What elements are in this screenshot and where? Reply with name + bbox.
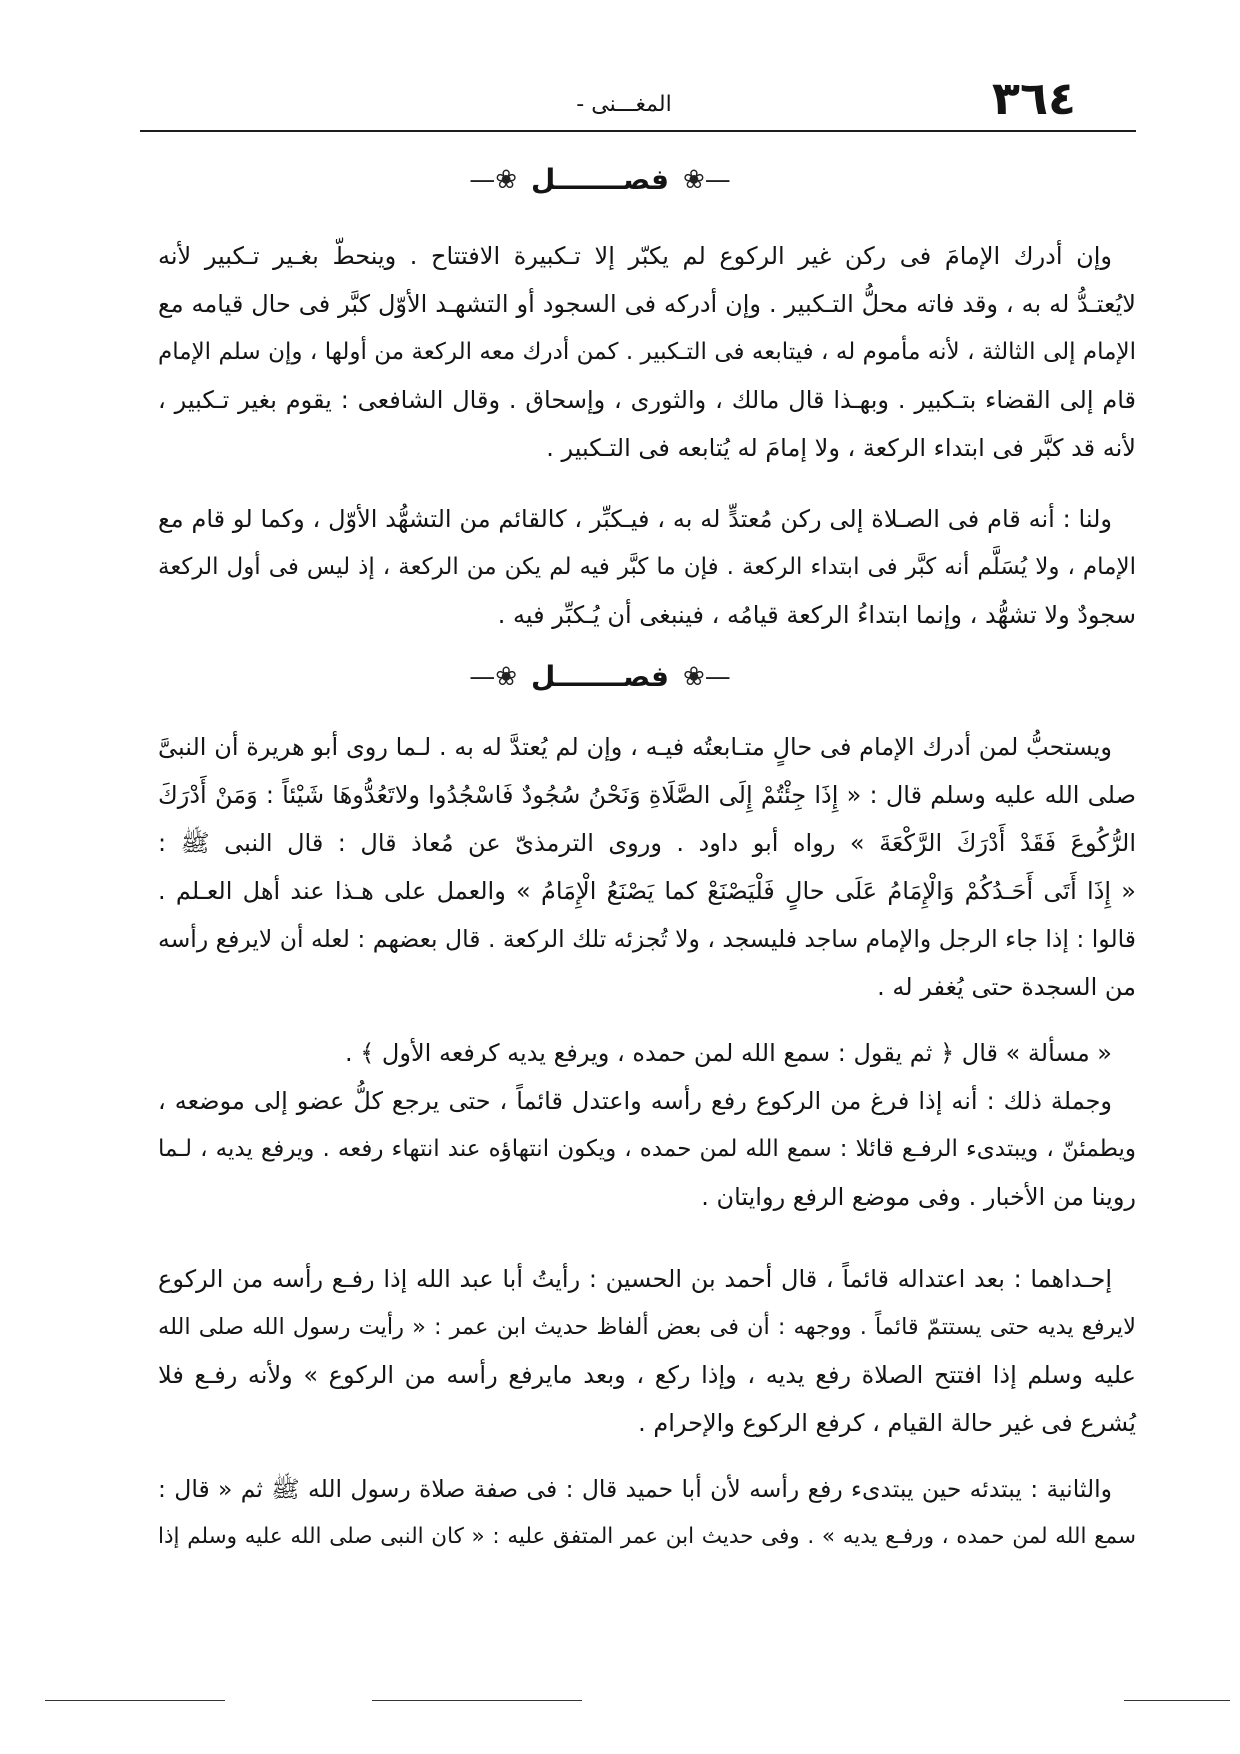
text-line: ويطمئنّ ، ويبتدىء الرفـع قائلا : سمع الله لمن حمده ، ويكون انتهاؤه عند انتهاء رفعه . ويرفع يديه ، لـما <box>158 1136 1136 1162</box>
text-line: والثانية : يبتدئه حين يبتدىء رفع رأسه لأن أبا حميد قال : فى صفة صلاة رسول الله ﷺ ثم « قال : <box>158 1475 1112 1503</box>
text-line: « إِذَا أَتَى أَحَـدُكُمْ وَالْإِمَامُ عَلَى حالٍ فَلْيَصْنَعْ كما يَصْنَعُ الْإِمَامُ » والعمل على هـذا عند أهل العـلم . <box>158 877 1136 905</box>
text-line: سمع الله لمن حمده ، ورفـع يديه » . وفى حديث ابن عمر المتفق عليه : « كان النبى صلى الله عليه وسلم إذا <box>158 1524 1136 1549</box>
text-line: لأنه قد كبَّر فى ابتداء الركعة ، ولا إمامَ له يُتابعه فى التـكبير . <box>546 434 1136 462</box>
page-number: ٣٦٤ <box>991 71 1077 125</box>
paragraph <box>158 1029 1136 1077</box>
text-line: قام إلى القضاء بتـكبير . وبهـذا قال مالك ، والثورى ، وإسحاق . وقال الشافعى : يقوم بغير تـكبير ، <box>158 386 1136 414</box>
section-heading <box>420 653 780 701</box>
footer-rule <box>1124 1700 1230 1701</box>
text-line: لايرفع يديه حتى يستتمّ قائماً . ووجهه : أن فى بعض ألفاظ حديث ابن عمر : « رأيت رسول الله صلى الله <box>158 1314 1136 1340</box>
text-line: يُشرع فى غير حالة القيام ، كرفع الركوع والإحرام . <box>638 1409 1136 1437</box>
floral-ornament-icon <box>469 156 517 204</box>
footer-rule <box>372 1700 582 1701</box>
header-rule <box>140 130 1136 132</box>
paragraph <box>158 1255 1136 1447</box>
paragraph <box>158 1465 1136 1561</box>
text-line: من السجدة حتى يُغفر له . <box>877 973 1136 1001</box>
footer-rule <box>45 1700 225 1701</box>
text-line: إحـداهما : بعد اعتداله قائماً ، قال أحمد بن الحسين : رأيتُ أبا عبد الله إذا رفـع رأسه من الركوع <box>158 1265 1112 1293</box>
section-heading <box>420 156 780 204</box>
text-line: روينا من الأخبار . وفى موضع الرفع روايتان . <box>701 1183 1136 1211</box>
paragraph <box>158 723 1136 1011</box>
text-line: وإن أدرك الإمامَ فى ركن غير الركوع لم يكبّر إلا تـكبيرة الافتتاح . وينحطّ بغـير تـكبير لأنه <box>158 242 1112 270</box>
paragraph <box>158 495 1136 639</box>
text-line: صلى الله عليه وسلم قال : « إِذَا جِئْتُمْ إِلَى الصَّلَاةِ وَنَحْنُ سُجُودٌ فَاسْجُدُوا ولاتَعُدُّوهَا شَيْئاً : وَمَنْ أَدْرَكَ <box>158 781 1136 809</box>
text-line: وجملة ذلك : أنه إذا فرغ من الركوع رفع رأسه واعتدل قائماً ، حتى يرجع كلُّ عضو إلى موضعه ، <box>158 1087 1112 1115</box>
text-line: ولنا : أنه قام فى الصـلاة إلى ركن مُعتدٍّ له به ، فيـكبِّر ، كالقائم من التشهُّد الأوّل ، وكما لو قام مع <box>158 505 1112 533</box>
section-heading-text: فصـــــــل <box>531 660 669 693</box>
text-line: قالوا : إذا جاء الرجل والإمام ساجد فليسجد ، ولا تُجزئه تلك الركعة . قال بعضهم : لعله أن لايرفع رأسه <box>158 925 1136 953</box>
text-line: « مسألة » قال ﴿ ثم يقول : سمع الله لمن حمده ، ويرفع يديه كرفعه الأول ﴾ . <box>344 1039 1112 1067</box>
floral-ornament-icon <box>683 156 731 204</box>
text-line: لايُعتـدُّ له به ، وقد فاته محلُّ التـكبير . وإن أدركه فى السجود أو التشهـد الأوّل كبَّر فى حال قيامه مع <box>158 290 1136 318</box>
text-line: الرُّكُوعَ فَقَدْ أَدْرَكَ الرَّكْعَةَ » رواه أبو داود . وروى الترمذىّ عن مُعاذ قال : قال النبى ﷺ : <box>158 829 1136 857</box>
text-line: الإمام إلى الثالثة ، لأنه مأموم له ، فيتابعه فى التـكبير . كمن أدرك معه الركعة من أولها ، وإن سلم الإمام <box>158 339 1136 365</box>
text-line: سجودٌ ولا تشهُّد ، وإنما ابتداءُ الركعة قيامُه ، فينبغى أن يُـكبِّر فيه . <box>497 601 1136 629</box>
text-line: ويستحبُّ لمن أدرك الإمام فى حالٍ متـابعتُه فيـه ، وإن لم يُعتدَّ له به . لـما روى أبو هريرة أن النبىَّ <box>158 733 1112 761</box>
floral-ornament-icon <box>683 653 731 701</box>
text-line: عليه وسلم إذا افتتح الصلاة رفع يديه ، وإذا ركع ، وبعد مايرفع رأسه من الركوع » ولأنه رفـع فلا <box>158 1361 1136 1389</box>
floral-ornament-icon <box>469 653 517 701</box>
text-line: الإمام ، ولا يُسَلَّم أنه كبَّر فى ابتداء الركعة . فإن ما كبَّر فيه لم يكن من الركعة ، إذ ليس فى أول الركعة <box>158 554 1136 580</box>
running-title: المغـــنى - <box>576 92 672 117</box>
paragraph <box>158 232 1136 472</box>
section-heading-text: فصـــــــل <box>531 163 669 196</box>
paragraph <box>158 1077 1136 1221</box>
